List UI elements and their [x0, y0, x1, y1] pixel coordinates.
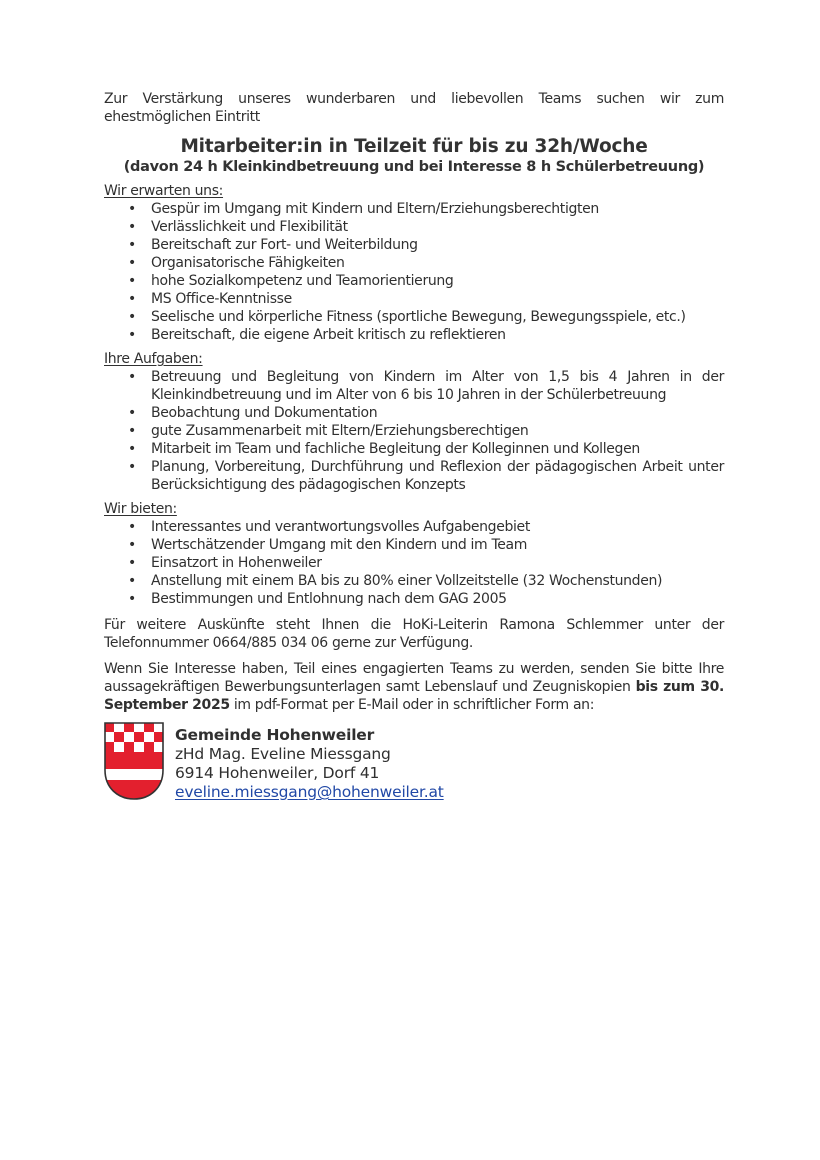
- crest-checker-cell: [124, 732, 134, 742]
- crest-checker-cell: [134, 732, 144, 742]
- contact-block: [104, 722, 724, 802]
- list-item-text: Interessantes und verantwortungsvolles Aufgabengebiet: [151, 519, 530, 535]
- list-item-text: Bereitschaft zur Fort- und Weiterbildung: [151, 237, 418, 253]
- bullet-icon: •: [128, 405, 136, 421]
- bullet-icon: •: [128, 555, 136, 571]
- list-item-text: Bestimmungen und Entlohnung nach dem GAG 2005: [151, 591, 507, 607]
- list-item-text: Betreuung und Begleitung von Kindern im Alter von 1,5 bis 4 Jahren in der Kleinkindbetreuung und im Alter von 6 bis 10 Jahren in der Schülerbetreuung: [151, 369, 724, 403]
- crest-checker-cell: [144, 742, 154, 752]
- bullet-icon: •: [128, 459, 136, 475]
- list-item-text: Bereitschaft, die eigene Arbeit kritisch zu reflektieren: [151, 327, 506, 343]
- bullet-icon: •: [128, 327, 136, 343]
- bullet-icon: •: [128, 519, 136, 535]
- bullet-icon: •: [128, 201, 136, 217]
- crest-checker-cell: [124, 742, 134, 752]
- bullet-icon: •: [128, 309, 136, 325]
- bullet-icon: •: [128, 537, 136, 553]
- list-item-text: Organisatorische Fähigkeiten: [151, 255, 345, 271]
- contact-person: zHd Mag. Eveline Miessgang: [175, 745, 391, 763]
- application-deadline: bis zum 30. September 2025: [104, 679, 724, 713]
- list-item-text: Anstellung mit einem BA bis zu 80% einer Vollzeitstelle (32 Wochenstunden): [151, 573, 663, 589]
- section-offer: [104, 500, 724, 608]
- list-item: [104, 290, 724, 308]
- crest-checker-cell: [114, 732, 124, 742]
- list-item-text: Verlässlichkeit und Flexibilität: [151, 219, 348, 235]
- list-item: [104, 218, 724, 236]
- expectations-list: [104, 200, 724, 344]
- info-paragraph: Für weitere Auskünfte steht Ihnen die HoKi-Leiterin Ramona Schlemmer unter der Telefonnummer 0664/885 034 06 gerne zur Verfügung.: [104, 617, 724, 651]
- list-item: [104, 458, 724, 494]
- intro-text: Zur Verstärkung unseres wunderbaren und liebevollen Teams suchen wir zum ehestmöglichen Eintritt: [104, 91, 724, 125]
- list-item: [104, 554, 724, 572]
- bullet-icon: •: [128, 591, 136, 607]
- bullet-icon: •: [128, 441, 136, 457]
- postal-address: 6914 Hohenweiler, Dorf 41: [175, 764, 380, 782]
- list-item-text: hohe Sozialkompetenz und Teamorientierung: [151, 273, 454, 289]
- bullet-icon: •: [128, 573, 136, 589]
- list-item-text: MS Office-Kenntnisse: [151, 291, 292, 307]
- bullet-icon: •: [128, 219, 136, 235]
- crest-checker-cell: [114, 742, 124, 752]
- list-item-text: Seelische und körperliche Fitness (sportliche Bewegung, Bewegungsspiele, etc.): [151, 309, 686, 325]
- list-item: [104, 236, 724, 254]
- bullet-icon: •: [128, 423, 136, 439]
- crest-checker-cell: [144, 732, 154, 742]
- crest-band-white: [104, 769, 164, 780]
- section-heading: Wir erwarten uns:: [104, 183, 224, 199]
- list-item-text: Gespür im Umgang mit Kindern und Eltern/Erziehungsberechtigten: [151, 201, 599, 217]
- section-tasks: [104, 350, 724, 494]
- list-item: [104, 422, 724, 440]
- list-item-text: gute Zusammenarbeit mit Eltern/Erziehungsberechtigen: [151, 423, 529, 439]
- crest-checker-cell: [134, 742, 144, 752]
- coat-of-arms-icon: [104, 722, 164, 800]
- crest-band-red: [104, 752, 164, 769]
- email-link[interactable]: eveline.miessgang@hohenweiler.at: [175, 783, 444, 801]
- list-item-text: Einsatzort in Hohenweiler: [151, 555, 322, 571]
- job-title: Mitarbeiter:in in Teilzeit für bis zu 32h/Woche: [180, 136, 648, 157]
- application-paragraph: [104, 660, 724, 714]
- list-item-text: Wertschätzender Umgang mit den Kindern und im Team: [151, 537, 528, 553]
- list-item: [104, 572, 724, 590]
- list-item: [104, 254, 724, 272]
- list-item: [104, 440, 724, 458]
- section-heading: Ihre Aufgaben:: [104, 351, 203, 367]
- list-item: [104, 518, 724, 536]
- list-item: [104, 200, 724, 218]
- organization-name: Gemeinde Hohenweiler: [175, 726, 375, 744]
- list-item: [104, 326, 724, 344]
- list-item-text: Mitarbeit im Team und fachliche Begleitung der Kolleginnen und Kollegen: [151, 441, 640, 457]
- bullet-icon: •: [128, 237, 136, 253]
- application-text: Wenn Sie Interesse haben, Teil eines engagierten Teams zu werden, senden Sie bitte Ihre aussagekräftigen Bewerbungsunterlagen samt Lebenslauf und Zeugniskopien: [104, 661, 724, 695]
- bullet-icon: •: [128, 369, 136, 385]
- bullet-icon: •: [128, 291, 136, 307]
- bullet-icon: •: [128, 255, 136, 271]
- offer-list: [104, 518, 724, 608]
- job-subtitle: (davon 24 h Kleinkindbetreuung und bei Interesse 8 h Schülerbetreuung): [123, 159, 705, 175]
- bullet-icon: •: [128, 273, 136, 289]
- list-item: [104, 272, 724, 290]
- list-item-text: Beobachtung und Dokumentation: [151, 405, 378, 421]
- list-item: [104, 536, 724, 554]
- list-item: [104, 308, 724, 326]
- job-posting: [104, 90, 724, 802]
- section-expectations: [104, 182, 724, 344]
- list-item: [104, 590, 724, 608]
- list-item: [104, 404, 724, 422]
- list-item-text: Planung, Vorbereitung, Durchführung und Reflexion der pädagogischen Arbeit unter Berücksichtigung des pädagogischen Konzepts: [151, 459, 724, 493]
- contact-address: [175, 726, 444, 802]
- list-item: [104, 368, 724, 404]
- section-heading: Wir bieten:: [104, 501, 177, 517]
- application-text-end: im pdf-Format per E-Mail oder in schriftlicher Form an:: [229, 697, 595, 713]
- tasks-list: [104, 368, 724, 494]
